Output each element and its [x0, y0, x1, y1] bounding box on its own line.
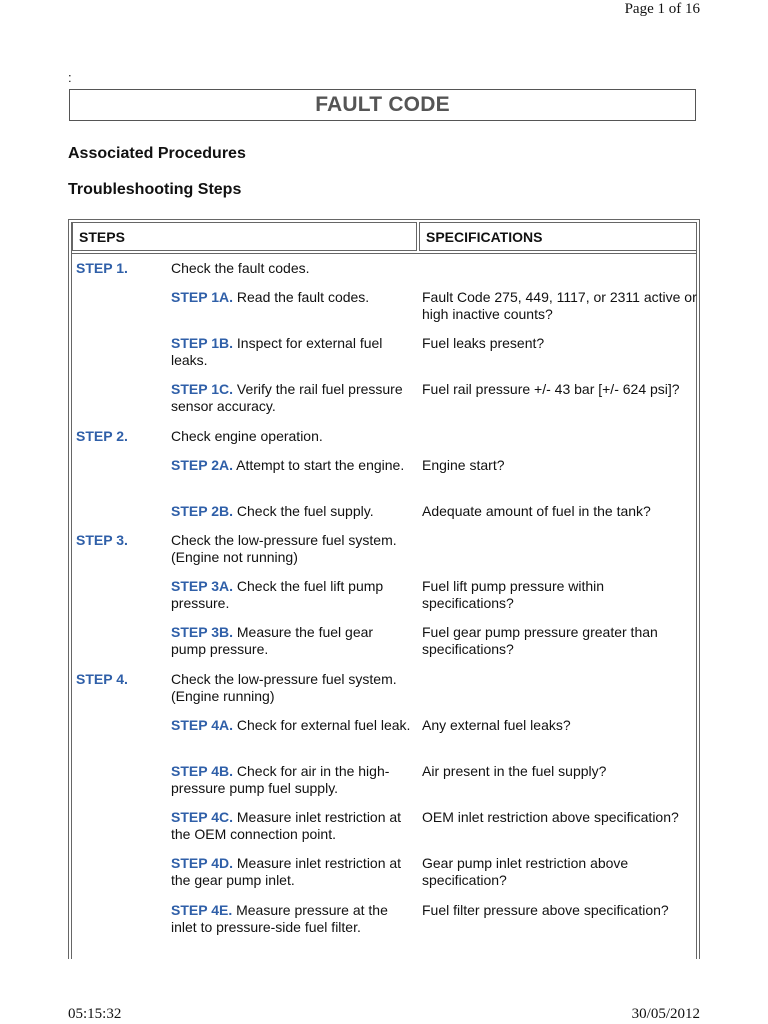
substep-cell	[171, 335, 411, 369]
specification-text: Fuel lift pump pressure within specifications?	[422, 578, 605, 611]
substep-description: Measure the fuel gear pump pressure.	[171, 624, 374, 657]
substep-cell	[171, 381, 411, 415]
specification-text: Air present in the fuel supply?	[422, 763, 607, 779]
substep-label: STEP 4E.	[171, 902, 233, 918]
colon-mark: :	[68, 70, 72, 85]
substep-description: Measure inlet restriction at the gear pump inlet.	[171, 855, 402, 888]
substep-description: Verify the rail fuel pressure sensor accuracy.	[171, 381, 403, 414]
substep-description: Check for air in the high-pressure pump fuel supply.	[171, 763, 390, 796]
step-description: Check engine operation.	[171, 428, 323, 444]
step-description: Check the fault codes.	[171, 260, 310, 276]
specification-text: Gear pump inlet restriction above specification?	[422, 855, 629, 888]
step-number: STEP 2.	[76, 428, 128, 444]
step-number: STEP 1.	[76, 260, 128, 276]
substep-description: Check the fuel supply.	[233, 503, 374, 519]
page-number: Page 1 of 16	[624, 1, 700, 17]
specification-text: Fuel leaks present?	[422, 335, 545, 351]
substep-cell	[171, 855, 411, 889]
step-number: STEP 4.	[76, 671, 128, 687]
substep-cell	[171, 289, 411, 306]
header-steps: STEPS	[72, 222, 417, 251]
specification-text: OEM inlet restriction above specification?	[422, 809, 679, 825]
substep-description: Attempt to start the engine.	[233, 457, 405, 473]
substep-cell	[171, 624, 411, 658]
substep-label: STEP 4C.	[171, 809, 233, 825]
substep-label: STEP 4A.	[171, 717, 233, 733]
footer-time: 05:15:32	[68, 1006, 122, 1022]
substep-cell	[171, 503, 411, 520]
substep-description: Check the fuel lift pump pressure.	[171, 578, 384, 611]
substep-label: STEP 1C.	[171, 381, 233, 397]
title-box	[69, 89, 696, 121]
substep-label: STEP 1A.	[171, 289, 233, 305]
substep-label: STEP 4B.	[171, 763, 233, 779]
substep-label: STEP 2B.	[171, 503, 233, 519]
substep-cell	[171, 809, 411, 843]
substep-description: Measure pressure at the inlet to pressure-side fuel filter.	[171, 902, 388, 935]
specification-text: Fuel filter pressure above specification?	[422, 902, 669, 918]
header-specifications: SPECIFICATIONS	[419, 222, 697, 251]
substep-description: Check for external fuel leak.	[233, 717, 411, 733]
header-divider	[71, 253, 697, 254]
substep-cell	[171, 763, 411, 797]
substep-label: STEP 1B.	[171, 335, 233, 351]
step-number: STEP 3.	[76, 532, 128, 548]
step-description: Check the low-pressure fuel system. (Engine not running)	[171, 532, 397, 565]
footer-date: 30/05/2012	[631, 1006, 700, 1022]
substep-label: STEP 4D.	[171, 855, 233, 871]
specification-text: Any external fuel leaks?	[422, 717, 571, 733]
specification-text: Engine start?	[422, 457, 505, 473]
specification-text: Fuel rail pressure +/- 43 bar [+/- 624 psi]?	[422, 381, 680, 397]
page-title: FAULT CODE	[315, 93, 450, 116]
substep-cell	[171, 717, 411, 734]
troubleshooting-steps-heading: Troubleshooting Steps	[68, 181, 242, 198]
substep-cell	[171, 902, 411, 936]
specification-text: Fuel gear pump pressure greater than specifications?	[422, 624, 658, 657]
substep-description: Inspect for external fuel leaks.	[171, 335, 383, 368]
substep-cell	[171, 457, 411, 474]
substep-label: STEP 3B.	[171, 624, 233, 640]
substep-description: Read the fault codes.	[233, 289, 370, 305]
associated-procedures-heading: Associated Procedures	[68, 145, 246, 162]
specification-text: Fault Code 275, 449, 1117, or 2311 active or high inactive counts?	[422, 289, 697, 322]
substep-label: STEP 2A.	[171, 457, 233, 473]
specification-text: Adequate amount of fuel in the tank?	[422, 503, 651, 519]
steps-table	[68, 219, 700, 959]
substep-cell	[171, 578, 411, 612]
step-description: Check the low-pressure fuel system. (Engine running)	[171, 671, 397, 704]
substep-description: Measure inlet restriction at the OEM connection point.	[171, 809, 402, 842]
substep-label: STEP 3A.	[171, 578, 233, 594]
